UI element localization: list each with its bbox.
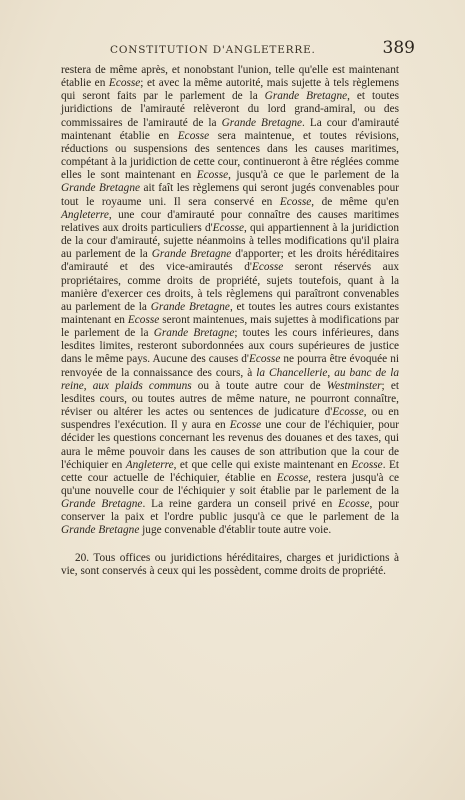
italic-text-run: Grande Bretagne [153,327,235,340]
italic-text-run: Ecosse [251,261,284,274]
text-run: , ou en suspendres l'exécution. Il y aura en [61,406,400,432]
text-run: sera maintenue, et toutes révisions, réductions ou suspensions des sentences dans les causes maritimes, compétant à la juridiction de cette cour, continueront à être réglées comme elles le sont maintenant en [61,129,399,182]
running-title: CONSTITUTION D'ANGLETERRE. [110,44,316,56]
italic-text-run: Ecosse [248,353,281,366]
text-run: . La cour d'amirauté maintenant établie en [61,116,399,142]
text-run: seront maintenues, mais sujettes à modifications par le parlement de la [61,313,399,340]
italic-text-run: Ecosse [177,129,210,142]
italic-text-run: Westminster [326,379,382,392]
paragraph [61,552,399,578]
text-run: , pour conserver la paix et l'ordre public jusqu'à ce que le parlement de la [61,498,400,524]
italic-text-run: Ecosse [108,77,141,90]
page-header [95,38,415,60]
body-text [61,64,399,578]
text-run: restera de même après, et nonobstant l'union, telle qu'elle est maintenant établie en [61,64,399,90]
text-run: seront réservés aux propriétaires, comme droits de propriété, sujets toutefois, quant à la manière d'exercer ces droits, à tels règlemens qui paraîtront convenables au parlement de la [61,261,399,313]
italic-text-run: Ecosse [229,419,262,432]
text-run: ; et avec la même autorité, mais sujette à tels règlemens qui seront faits par le parlement de la [61,77,400,103]
text-run: ne pourra être évoquée ni renvoyée de la connaissance des cours, à [61,353,400,379]
italic-text-run: Grande Bretagne [61,498,143,511]
italic-text-run: Angleterre [125,458,174,471]
italic-text-run: Grande Bretagne [61,524,140,537]
italic-text-run: Ecosse [338,498,370,511]
italic-text-run: Grande Bretagne [264,90,348,103]
italic-text-run: au banc de la reine [61,366,399,392]
italic-text-run: Ecosse [212,221,244,234]
text-run: . Et cette cour actuelle de l'échiquier, établie en [61,458,399,484]
text-run: d'apporter; et les droits héréditaires d'amirauté et des vice-amirautés d' [61,248,399,274]
text-run: , et que celle qui existe maintenant en [173,458,352,471]
text-run: une cour de l'échiquier, pour décider les questions concernant les revenus des douanes et des taxes, qui aura le même pouvoir dans les causes de son attribution que la cour de l'échiquier en [61,419,399,471]
text-run: , et toutes les autres cours existantes maintenant en [61,300,399,326]
text-run: , qui appartiennent à la juridiction de la cour d'amirauté, sujette néanmoins à telles modifications qu'il plaira au parlement de la [61,221,399,261]
italic-text-run: Ecosse [279,195,312,208]
italic-text-run: Ecosse [351,458,383,471]
italic-text-run: la Chancellerie [256,366,328,379]
text-run: juge convenable d'établir toute autre voie. [139,524,332,537]
italic-text-run: aux plaids communs [92,379,192,392]
italic-text-run: Ecosse [127,313,160,326]
italic-text-run: Grande Bretagne [150,300,230,313]
italic-text-run: Ecosse [332,406,364,419]
text-run: , jusqu'à ce que le parlement de la [228,169,399,182]
italic-text-run: Grande Bretagne [221,116,303,129]
italic-text-run: Grande Bretagne [61,182,140,195]
paragraph [61,64,399,538]
text-run: , [83,379,93,392]
italic-text-run: Grande Bretagne [151,248,232,261]
text-run: , une cour d'amirauté pour connaître des causes maritimes relatives aux droits particuliers d' [61,208,399,234]
page-number: 389 [382,38,415,58]
text-run: ait faît les règlemens qui seront jugés convenables pour tout le royaume uni. Il sera conservé en [61,182,399,208]
text-run: ; toutes les cours inférieures, dans lesdites limites, resteront subordonnées aux cours supérieures de justice dans le même pays. Aucune des causes d' [61,327,400,366]
text-run: 20. Tous offices ou juridictions héréditaires, charges et juridictions à vie, sont conservés à ceux qui les possèdent, comme droits de propriété. [61,551,399,577]
italic-text-run: Ecosse [276,471,309,484]
text-run: , restera jusqu'à ce qu'une nouvelle cour de l'échiquier y soit établie par le parlement de la [61,471,399,497]
text-run: , [327,366,335,379]
text-run: , et toutes juridictions de l'amirauté relèveront du lord grand-amiral, ou des commissaires de l'amirauté de la [61,90,399,129]
text-run: ou à toute autre cour de [191,379,327,392]
italic-text-run: Ecosse [196,169,229,182]
italic-text-run: Angleterre [61,208,109,221]
text-run: , de même qu'en [311,195,400,208]
text-run: ; et lesdites cours, ou toutes autres de même nature, ne pourront connaître, réviser ou altérer les actes ou sentences de judicature d' [61,379,399,419]
text-run: . La reine gardera un conseil privé en [142,498,339,511]
